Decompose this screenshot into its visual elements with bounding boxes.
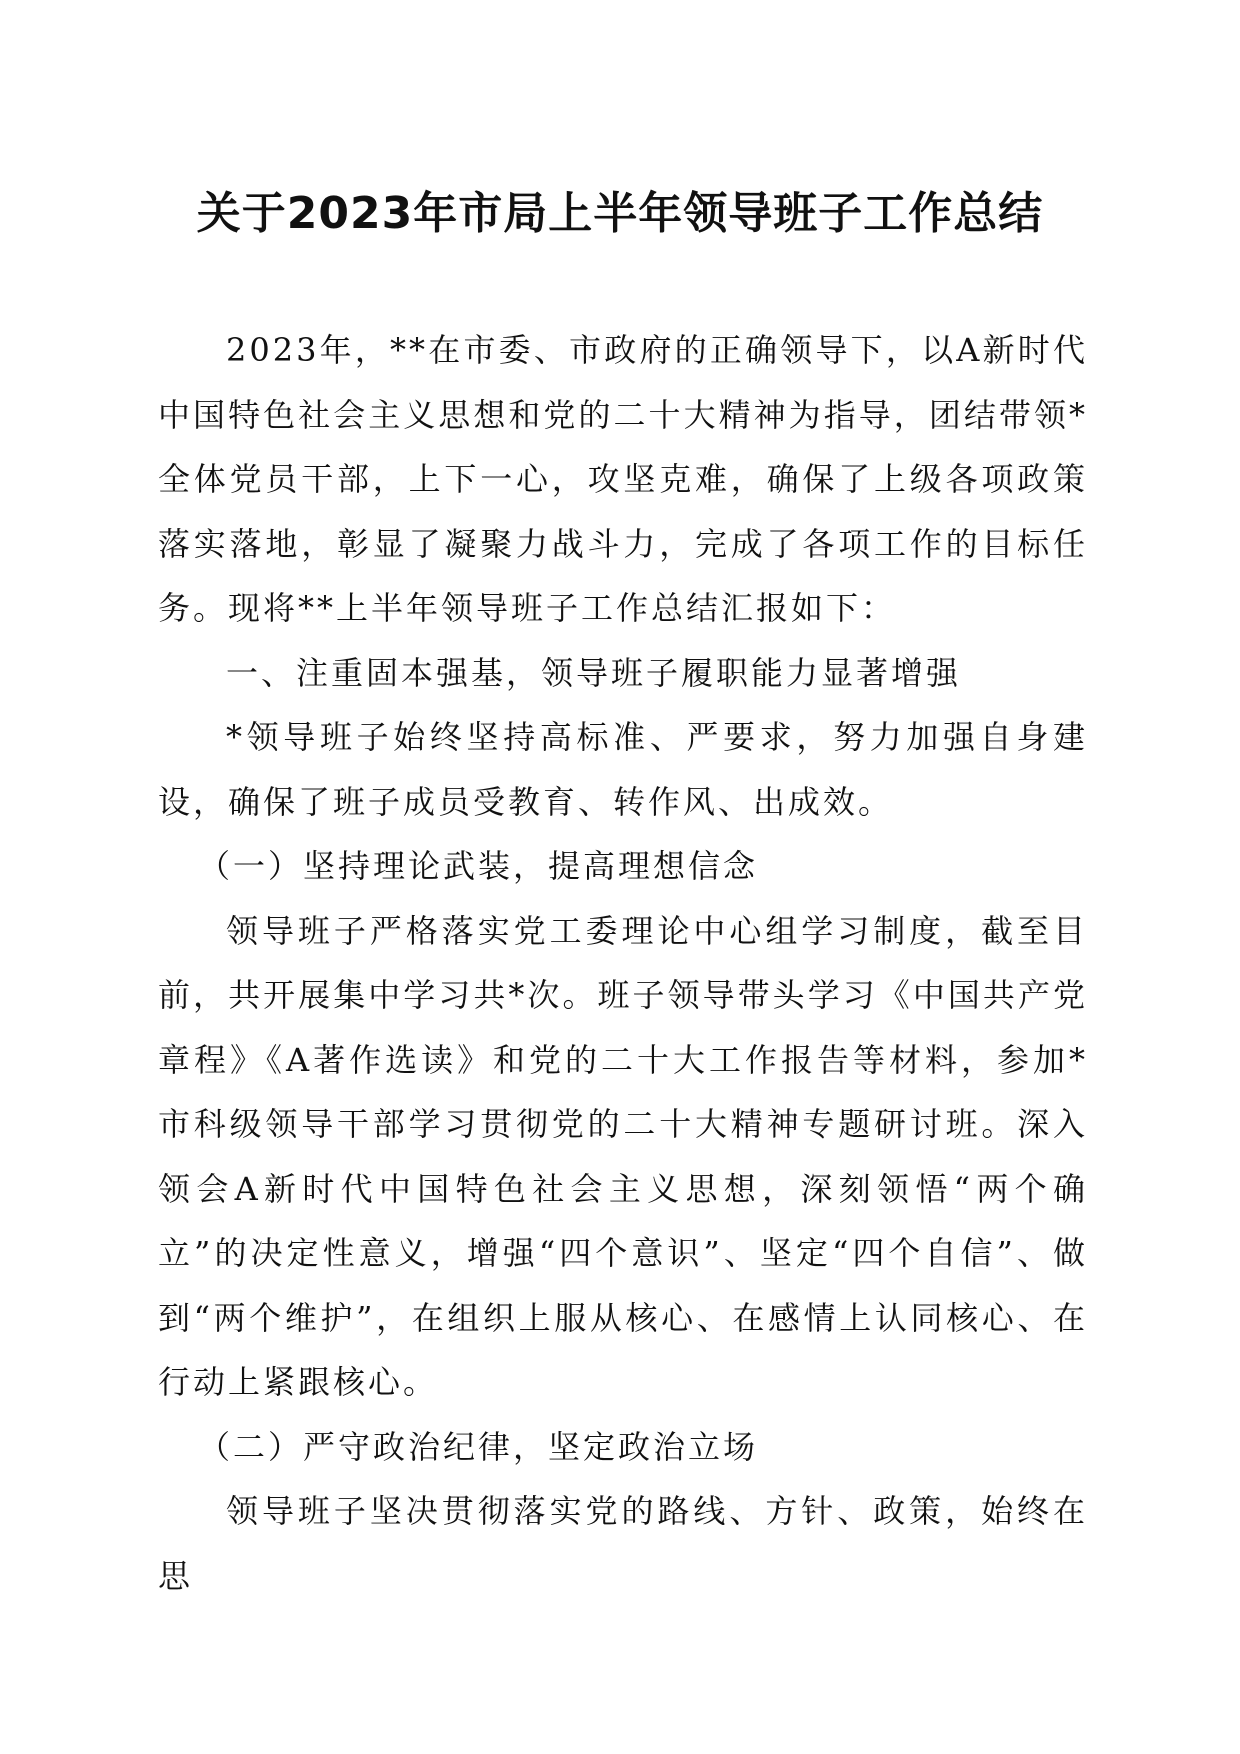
document-body (158, 318, 1088, 1608)
section-1-paragraph: *领导班子始终坚持高标准、严要求，努力加强自身建设，确保了班子成员受教育、转作风、出成效。 (158, 718, 1088, 821)
subsection-2-paragraph: 领导班子坚决贯彻落实党的路线、方针、政策，始终在思 (158, 1492, 1088, 1595)
section-heading-1: 一、注重固本强基，领导班子履职能力显著增强 (226, 653, 962, 692)
intro-paragraph: 2023年，**在市委、市政府的正确领导下，以A新时代中国特色社会主义思想和党的二十大精神为指导，团结带领*全体党员干部，上下一心，攻坚克难，确保了上级各项政策落实落地，彰显了凝聚力战斗力，完成了各项工作的目标任务。现将**上半年领导班子工作总结汇报如下： (158, 331, 1088, 627)
subsection-heading-1: （一）坚持理论武装，提高理想信念 (198, 847, 759, 885)
document-title: 关于2023年市局上半年领导班子工作总结 (196, 188, 1044, 239)
subsection-1-paragraph: 领导班子严格落实党工委理论中心组学习制度，截至目前，共开展集中学习共*次。班子领导带头学习《中国共产党章程》《A著作选读》和党的二十大工作报告等材料，参加*市科级领导干部学习贯彻党的二十大精神专题研讨班。深入领会A新时代中国特色社会主义思想，深刻领悟“两个确立”的决定性意义，增强“四个意识”、坚定“四个自信”、做到“两个维护”，在组织上服从核心、在感情上认同核心、在行动上紧跟核心。 (158, 911, 1088, 1401)
subsection-heading-2: （二）严守政治纪律，坚定政治立场 (198, 1427, 759, 1466)
